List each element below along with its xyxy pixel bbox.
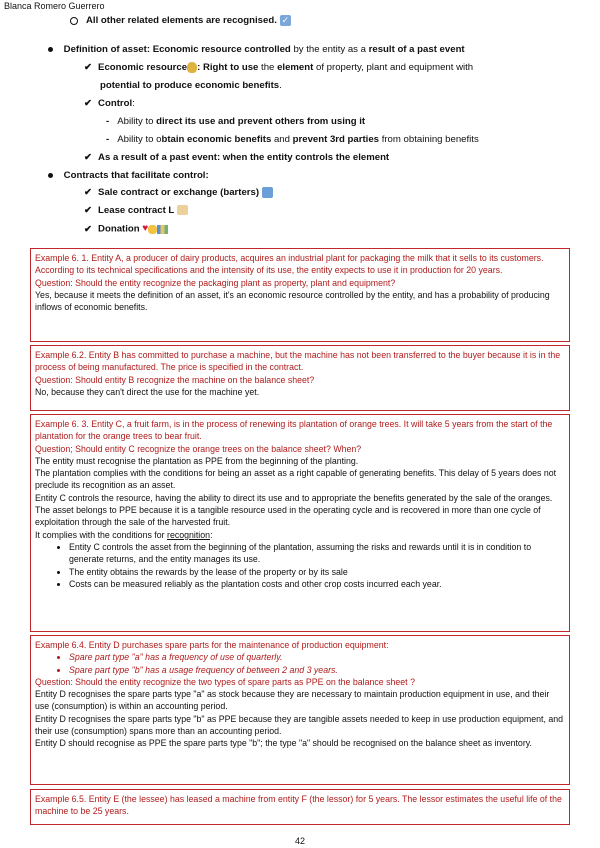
checkmark-icon: ✔: [84, 152, 93, 163]
example-paragraph: Entity C controls the resource, having the ability to direct its use and to appropriate the benefits generated by the sale of the oranges.: [35, 492, 553, 503]
hollow-bullet-icon: [70, 17, 78, 25]
scroll-icon: [177, 205, 188, 215]
contract-lease-line: ✔ Lease contract L: [84, 205, 188, 217]
list-item: • Spare part type "a" has a frequency of use of quarterly.: [69, 651, 565, 663]
contract-donation-line: ✔ Donation ♥: [84, 223, 168, 236]
example-paragraph: The plantation complies with the conditions for being an asset as a right capable of generating benefits. This delay of 5 years does not preclude its recognition as an asset.: [35, 468, 557, 491]
example-title: Example 6. 1. Entity A, a producer of dairy products, acquires an industrial plant for packaging the milk that it sells to its customers. According to its technical specifications and the intensity of its use, the entity expects to use it in production for 20 years.: [35, 253, 544, 276]
recognition-list: [35, 541, 565, 590]
spare-part-list: [35, 651, 565, 676]
money-bag-icon: [187, 62, 197, 73]
example-6-3-box: [30, 414, 570, 632]
list-item: • Spare part type "b" has a usage frequency of between 2 and 3 years.: [69, 664, 565, 676]
control-dash-2: - Ability to obtain economic benefits and prevent 3rd parties from obtaining benefits: [106, 134, 479, 145]
example-title: Example 6.4. Entity D purchases spare parts for the maintenance of production equipment:: [35, 640, 389, 650]
definition-line: Definition of asset: Economic resource controlled by the entity as a result of a past event: [48, 44, 465, 56]
page-number: 42: [294, 836, 305, 846]
example-paragraph: The entity must recognise the plantation as PPE from the beginning of the planting.: [35, 455, 359, 466]
list-item: • Costs can be measured reliably as the plantation costs and other crop costs incurred each year.: [69, 578, 565, 590]
contract-sale-line: ✔ Sale contract or exchange (barters): [84, 187, 273, 199]
books-icon: [157, 225, 168, 234]
example-question: Question; Should entity C recognize the orange trees on the balance sheet? When?: [35, 443, 362, 454]
example-6-5-box: [30, 789, 570, 825]
example-title: Example 6. 3. Entity C, a fruit farm, is in the process of renewing its plantation of orange trees. It will take 5 years from the start of the plantation for the orange trees to bear fruit.: [35, 419, 553, 442]
contracts-line: Contracts that facilitate control:: [48, 170, 209, 182]
control-line: ✔ Control:: [84, 98, 135, 109]
recognition-intro: It complies with the conditions for recognition:: [35, 529, 213, 540]
example-paragraph: Entity D recognises the spare parts type "b" as PPE because they are tangible assets needed to keep in use production equipment, and their use (consumption) spans more than an accounting period.: [35, 713, 564, 737]
checkmark-icon: ✔: [84, 205, 93, 216]
example-question: Question: Should entity B recognize the machine on the balance sheet?: [35, 374, 315, 385]
page-header-author: Blanca Romero Guerrero: [4, 1, 105, 11]
bullet-icon: [48, 173, 53, 178]
example-answer: Yes, because it meets the definition of an asset, it's an economic resource controlled by the entity, and has a probability of producing inflows of economic benefits.: [35, 289, 550, 313]
exchange-arrows-icon: [262, 187, 273, 198]
hand-icon: [148, 225, 157, 234]
example-6-1-box: [30, 248, 570, 342]
example-title: Example 6.5. Entity E (the lessee) has leased a machine from entity F (the lessor) for 5 years. The lessor estimates the useful life of the machine to be 25 years.: [35, 794, 562, 817]
sub-bullet-line: All other related elements are recognised. ✓: [70, 15, 291, 27]
list-item: • The entity obtains the rewards by the lease of the property or by its sale: [69, 566, 565, 578]
check-mark-icon: ✓: [281, 15, 290, 25]
bullet-icon: [48, 47, 53, 52]
example-title: Example 6.2. Entity B has committed to purchase a machine, but the machine has not been transferred to the buyer because it is in the process of being manufactured. The price is specified in the contract.: [35, 350, 561, 373]
economic-resource-line: ✔ Economic resource : Right to use the element of property, plant and equipment with: [84, 62, 474, 74]
example-paragraph: Entity D should recognise as PPE the spare parts type "b"; the type "a" should be recognised on the balance sheet as inventory.: [35, 738, 532, 749]
checkmark-icon: ✔: [84, 223, 93, 235]
example-answer: No, because they can't direct the use for the machine yet.: [35, 386, 260, 397]
past-event-line: ✔ As a result of a past event: when the entity controls the element: [84, 152, 390, 163]
control-dash-1: - Ability to direct its use and prevent others from using it: [106, 116, 366, 127]
heart-icon: ♥: [142, 223, 149, 234]
example-paragraph: Entity D recognises the spare parts type "a" as stock because they are necessary to maintain production equipment in use, and their use (consumption) is within an accounting period.: [35, 689, 550, 712]
checkmark-icon: ✔: [84, 187, 93, 199]
example-paragraph: The asset belongs to PPE because it is a tangible resource used in the operating cycle and is recovered in more than one cycle of exploitation through the sale of the harvested fruit.: [35, 505, 541, 528]
example-question: Question: Should the entity recognize the packaging plant as property, plant and equipment?: [35, 277, 396, 288]
economic-resource-continuation: potential to produce economic benefits.: [100, 80, 282, 91]
example-6-2-box: [30, 345, 570, 411]
example-question: Question: Should the entity recognize the two types of spare parts as PPE on the balance sheet ?: [35, 676, 415, 687]
checkmark-icon: ✔: [84, 98, 93, 109]
checkmark-icon: ✔: [84, 62, 93, 74]
example-6-4-box: [30, 635, 570, 785]
list-item: • Entity C controls the asset from the beginning of the plantation, assuming the risks and rewards until it is in condition to generate returns, and the entity manages its use.: [69, 541, 565, 566]
